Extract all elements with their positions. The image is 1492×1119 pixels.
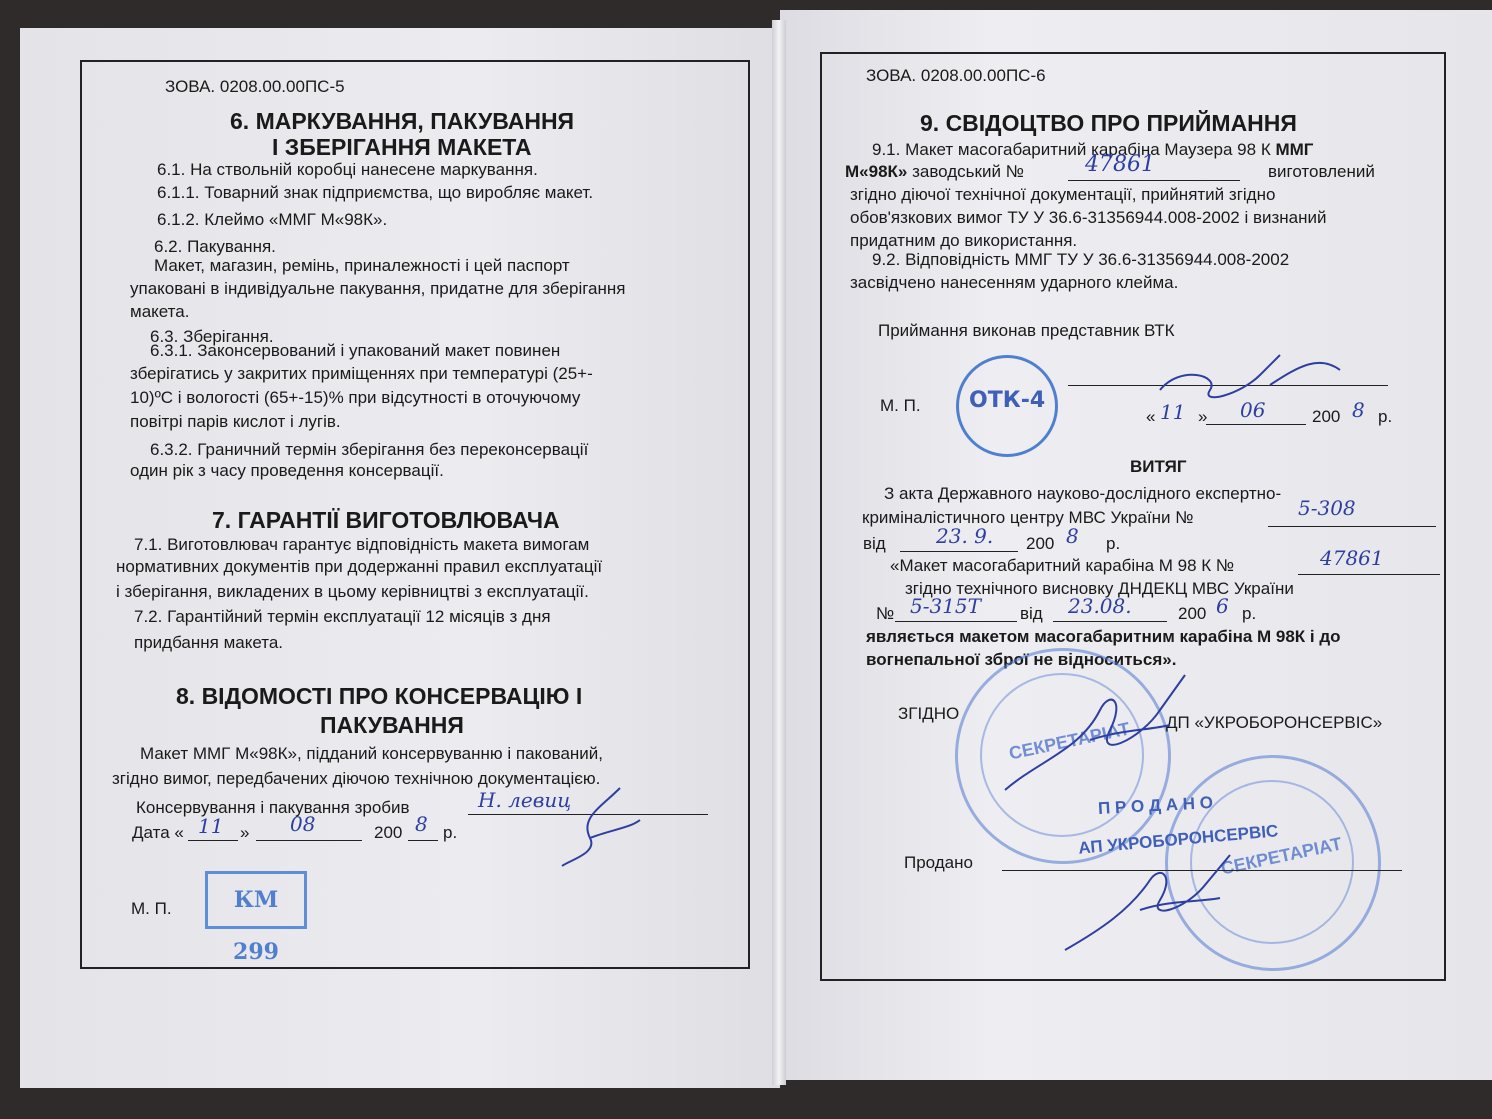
prodano-label: Продано [904, 853, 973, 872]
act-year-r: р. [1106, 534, 1121, 553]
left-date-day-line [188, 840, 238, 841]
section-7-title: 7. ГАРАНТІЇ ВИГОТОВЛЮВАЧА [212, 507, 560, 533]
s6-line-5: Макет, магазин, ремінь, приналежності і цей паспорт [154, 256, 570, 275]
s6-line-9: 6.3.1. Законсервований і упакований макет повинен [150, 341, 561, 360]
km-stamp: КМ 299 [205, 871, 307, 929]
vytyag-title: ВИТЯГ [1130, 457, 1187, 476]
act-year-prefix: 200 [1026, 534, 1055, 553]
booklet-fold [772, 20, 786, 1085]
conclusion-date: 23.08. [1068, 594, 1132, 618]
section-8-title-line1: 8. ВІДОМОСТІ ПРО КОНСЕРВАЦІЮ І [176, 683, 583, 709]
vytyag-line-5: згідно технічного висновку ДНДЕКЦ МВС України [905, 579, 1294, 598]
left-date-year-prefix: 200 [374, 823, 403, 842]
s6-line-13: 6.3.2. Граничний термін зберігання без переконсервації [150, 440, 589, 459]
left-signature [560, 778, 650, 868]
s7-line-1: 7.1. Виготовлювач гарантує відповідність макета вимогам [134, 535, 590, 554]
zgidno-label: ЗГІДНО [898, 704, 960, 723]
otk-stamp-text: ОТК-4 [969, 388, 1046, 413]
vytyag-line-4: «Макет масогабаритний карабіна М 98 К № [890, 556, 1235, 575]
vtk-date-r: р. [1378, 407, 1393, 426]
serial-number-line [1068, 180, 1240, 181]
section-9-title: 9. СВІДОЦТВО ПРО ПРИЙМАННЯ [920, 110, 1297, 136]
s6-line-8: 6.3. Зберігання. [150, 327, 274, 346]
s7-line-2: нормативних документів при додержанні правил експлуатації [116, 557, 603, 576]
left-date-month-line [256, 840, 362, 841]
ap-ukroboronservis-stamp: АП УКРОБОРОНСЕРВІС [1077, 821, 1279, 858]
vytyag-bold-line-2: вогнепальної зброї не відноситься». [866, 650, 1177, 669]
vtk-date-month: 06 [1240, 398, 1266, 422]
left-date-r: р. [443, 823, 458, 842]
otk-stamp [956, 355, 1058, 457]
section-8-line-1: Макет ММГ М«98К», підданий консервуванню і пакований, [140, 744, 604, 763]
conservation-label: Консервування і пакування зробив [136, 798, 410, 817]
vtk-date-year-prefix: 200 [1312, 407, 1341, 426]
conclusion-no-label: № [876, 604, 895, 623]
left-date-label: Дата « [132, 823, 184, 842]
vtk-date-close: » [1198, 407, 1208, 426]
vtk-date-month-line [1206, 424, 1306, 425]
prodano-signature [1060, 850, 1240, 960]
vtk-label: Приймання виконав представник ВТК [878, 321, 1175, 340]
prodano-stamp: П Р О Д А Н О [1097, 793, 1214, 818]
section-9-line-4: обов'язкових вимог ТУ У 36.6-31356944.008-2002 і визнаний [850, 208, 1327, 227]
act-number-line [1268, 526, 1436, 527]
vtk-date-day: 11 [1160, 400, 1186, 424]
section-9-line-3: згідно діючої технічної документації, прийнятий згідно [850, 185, 1276, 204]
left-date-month: 08 [290, 812, 316, 836]
conclusion-year-prefix: 200 [1178, 604, 1207, 623]
section-9-line-2: М«98К» заводський № [845, 162, 1024, 181]
conclusion-no-line [895, 621, 1017, 622]
vytyag-line-2: криміналістичного центру МВС України № [862, 508, 1194, 527]
conclusion-number: 5-315Т [910, 594, 981, 618]
vytyag-vid: від [863, 534, 886, 553]
section-6-title-line2: І ЗБЕРІГАННЯ МАКЕТА [272, 134, 532, 160]
section-9-line-1: 9.1. Макет масогабаритний карабіна Маузера 98 К ММГ [872, 140, 1314, 159]
s6-line-6: упаковані в індивідуальне пакування, придатне для зберігання [130, 279, 626, 298]
conclusion-year: 6 [1216, 594, 1229, 618]
vytyag-line-1: З акта Державного науково-дослідного експертно- [884, 484, 1282, 503]
s7-line-3: і зберігання, викладених в цьому керівництві з експлуатації. [116, 582, 589, 601]
left-date-year: 8 [415, 812, 428, 836]
act-year: 8 [1066, 524, 1079, 548]
dp-ukroboronservis: ДП «УКРОБОРОНСЕРВІС» [1166, 713, 1383, 732]
section-6-title-line1: 6. МАРКУВАННЯ, ПАКУВАННЯ [230, 108, 575, 134]
left-mp-label: М. П. [131, 899, 172, 918]
vtk-date-year: 8 [1352, 398, 1365, 422]
s6-line-2: 6.1.1. Товарний знак підприємства, що виробляє макет. [157, 183, 594, 202]
s6-line-1: 6.1. На ствольній коробці нанесене маркування. [157, 160, 538, 179]
s6-line-12: повітрі парів кислот і лугів. [130, 412, 341, 431]
right-mp-label: М. П. [880, 396, 921, 415]
secretariat-stamp-2-text: СЕКРЕТАРІАТ [1219, 833, 1344, 879]
s6-line-14: один рік з часу проведення консервації. [130, 461, 444, 480]
section-9-line-5: придатним до використання. [850, 231, 1078, 250]
act-number: 5-308 [1298, 496, 1356, 520]
act-date-line [900, 551, 1018, 552]
s6-line-4: 6.2. Пакування. [154, 237, 276, 256]
vtk-date-open: « [1146, 407, 1156, 426]
left-date-year-line [408, 840, 438, 841]
zgidno-signature [1000, 670, 1200, 800]
v-serial-number: 47861 [1320, 546, 1384, 570]
act-date: 23. 9. [936, 524, 994, 548]
conclusion-vid: від [1020, 604, 1043, 623]
conclusion-r: р. [1242, 604, 1257, 623]
conclusion-date-line [1053, 621, 1167, 622]
left-doc-code: ЗОВА. 0208.00.00ПС-5 [165, 77, 345, 96]
s6-line-10: зберігатись у закритих приміщеннях при температурі (25+- [130, 364, 593, 383]
left-date-close-quote: » [240, 823, 250, 842]
section-9-line-2-end: виготовлений [1268, 162, 1375, 181]
section-8-title-line2: ПАКУВАННЯ [320, 712, 464, 738]
s7-line-4: 7.2. Гарантійний термін експлуатації 12 місяців з дня [134, 607, 551, 626]
section-9-line-6: 9.2. Відповідність ММГ ТУ У 36.6-31356944.008-2002 [872, 250, 1290, 269]
serial-number: 47861 [1085, 152, 1155, 177]
s6-line-3: 6.1.2. Клеймо «ММГ М«98К». [157, 210, 388, 229]
section-9-line-7: засвідчено нанесенням ударного клейма. [850, 273, 1179, 292]
vytyag-bold-line-1: являється макетом масогабаритним карабіна М 98К і до [866, 627, 1341, 646]
left-date-day: 11 [198, 814, 224, 838]
s6-line-7: макета. [130, 302, 190, 321]
section-8-line-2: згідно вимог, передбачених діючою технічною документацією. [112, 769, 601, 788]
secretariat-stamp-1-text: СЕКРЕТАРІАТ [1007, 718, 1132, 764]
s7-line-5: придбання макета. [134, 633, 284, 652]
s6-line-11: 10)ºС і вологості (65+-15)% при відсутності в оточуючому [130, 388, 581, 407]
conservation-handwritten-name: Н. левиц [478, 788, 572, 812]
v-serial-line [1298, 574, 1440, 575]
right-doc-code: ЗОВА. 0208.00.00ПС-6 [866, 66, 1046, 85]
